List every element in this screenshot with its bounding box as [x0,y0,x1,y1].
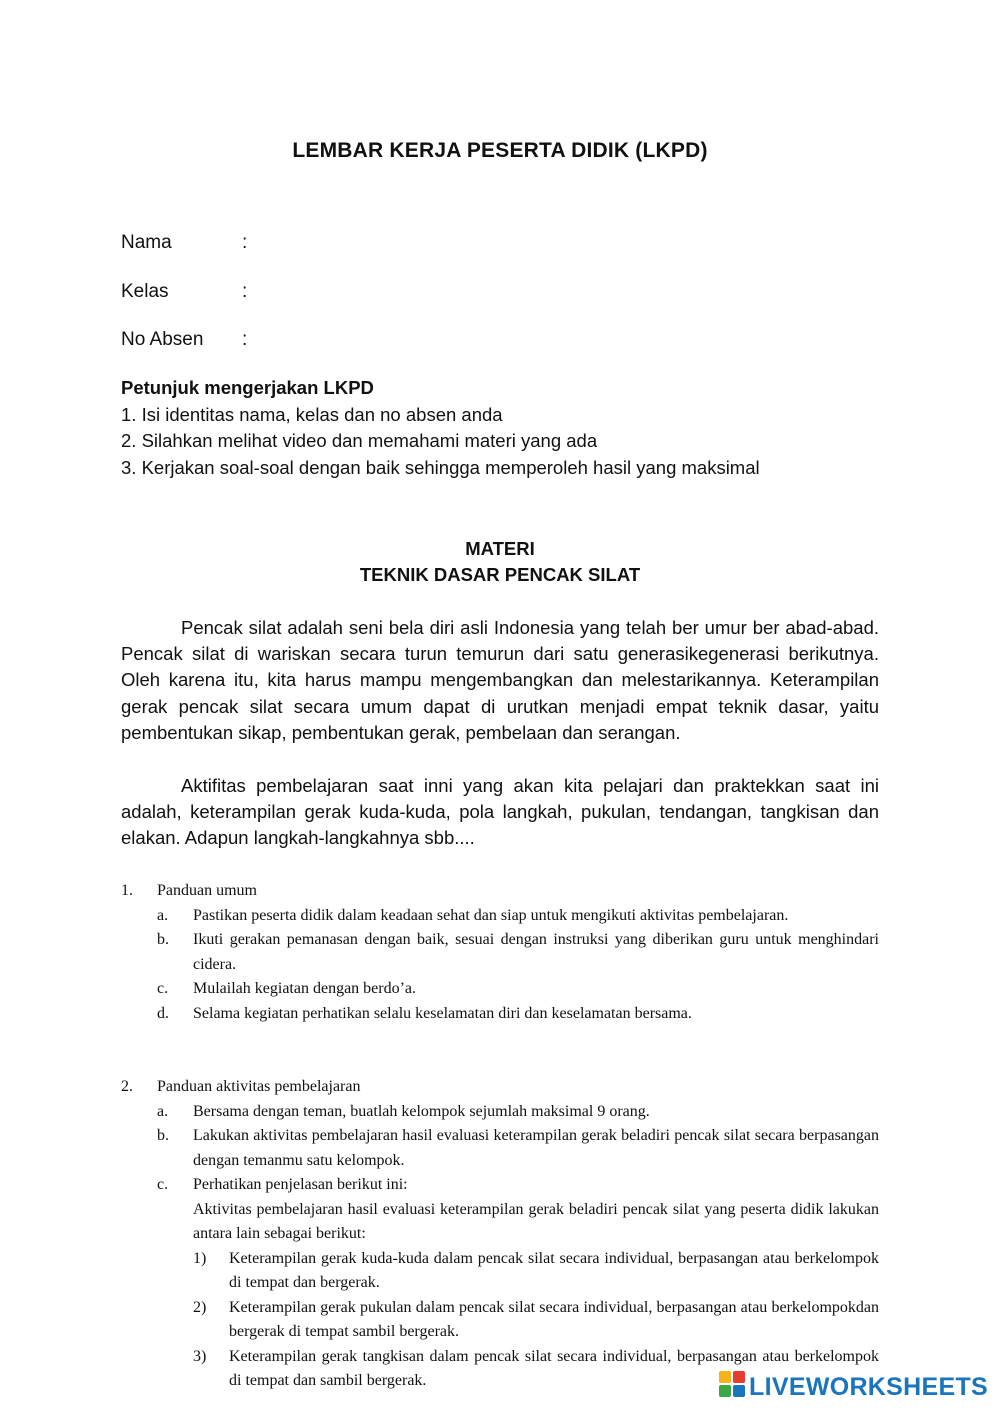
item-number: 3) [193,1347,207,1365]
instruction-item: 2. Silahkan melihat video dan memahami materi yang ada [121,430,598,451]
identity-label: Nama [121,232,172,253]
list-detail: Aktivitas pembelajaran hasil evaluasi keterampilan gerak beladiri pencak silat yang peserta didik lakukan antara lain sebagai berikut: [193,1200,879,1242]
materi-heading: MATERI [465,538,535,559]
list-text: Perhatikan penjelasan berikut ini: [193,1176,408,1193]
list-text: Pastikan peserta didik dalam keadaan sehat dan siap untuk mengikuti aktivitas pembelajaran. [193,906,789,924]
list-letter: c. [157,1176,169,1193]
list-text-block [193,1173,879,1247]
liveworksheets-logo-icon [719,1371,749,1404]
identity-colon: : [242,329,248,350]
section-number: 1. [121,882,133,899]
instruction-item: 3. Kerjakan soal-soal dengan baik sehingga memperoleh hasil yang maksimal [121,456,760,478]
instructions-block [121,375,760,481]
item-text: Keterampilan gerak kuda-kuda dalam pencak silat secara individual, berpasangan atau berkelompok di tempat dan bergerak. [229,1249,879,1291]
list-text: Selama kegiatan perhatikan selalu keselamatan diri dan keselamatan bersama. [193,1004,692,1022]
section-panduan-umum [121,879,879,1026]
item-number: 1) [193,1249,207,1267]
list-text: Mulailah kegiatan dengan berdo’a. [193,980,417,997]
materi-paragraph-1: Pencak silat adalah seni bela diri asli Indonesia yang telah ber umur ber abad-abad. Pencak silat di wariskan secara turun temurun dari satu generasikegenerasi berikutnya. Oleh karena itu, kita harus mampu mengembangkan dan melestarikannya. Keterampilan gerak pencak silat secara umum dapat di urutkan menjadi empat teknik dasar, yaitu pembentukan sikap, pembentukan gerak, pembelaan dan serangan. [121,617,879,743]
identity-colon: : [242,232,248,253]
materi-subheading: TEKNIK DASAR PENCAK SILAT [359,564,641,585]
instruction-item: 1. Isi identitas nama, kelas dan no absen anda [121,403,503,425]
list-letter: c. [157,980,169,997]
section-number: 2. [121,1078,133,1095]
section-heading [121,1075,879,1100]
list-text: Ikuti gerakan pemanasan dengan baik, sesuai dengan instruksi yang diberikan guru untuk menghindari cidera. [193,931,879,973]
item-text: Keterampilan gerak tangkisan dalam pencak silat secara individual, berpasangan atau berkelompok di tempat dan sambil bergerak. [229,1347,879,1389]
list-item [157,928,879,977]
liveworksheets-watermark[interactable] [719,1371,988,1404]
watermark-text: LIVEWORKSHEETS [749,1373,988,1401]
identity-row-no-absen [121,329,247,351]
list-text: Lakukan aktivitas pembelajaran hasil evaluasi keterampilan gerak beladiri pencak silat secara berpasangan dengan temanmu satu kelompok. [193,1127,879,1169]
numbered-item [193,1296,879,1345]
list-item [157,977,879,1002]
list-text: Bersama dengan teman, buatlah kelompok sejumlah maksimal 9 orang. [193,1102,650,1120]
document-title: LEMBAR KERJA PESERTA DIDIK (LKPD) [292,139,708,162]
list-item [157,1173,879,1247]
identity-label: Kelas [121,281,169,302]
materi-paragraph-2: Aktifitas pembelajaran saat inni yang akan kita pelajari dan praktekkan saat ini adalah, keterampilan gerak kuda-kuda, pola langkah, pukulan, tendangan, tangkisan dan elakan. Adapun langkah-langkahnya sbb.... [121,775,879,849]
list-letter: a. [157,906,169,924]
item-number: 2) [193,1298,207,1316]
list-letter: d. [157,1004,169,1022]
list-letter: b. [157,931,169,948]
list-item [157,904,879,929]
instructions-heading: Petunjuk mengerjakan LKPD [121,377,374,398]
list-letter: a. [157,1102,169,1120]
list-item [157,1124,879,1173]
identity-colon: : [242,281,248,302]
section-title: Panduan umum [157,882,257,899]
section-title: Panduan aktivitas pembelajaran [157,1078,361,1095]
list-item [157,1002,879,1027]
section-heading [121,879,879,904]
identity-label: No Absen [121,329,204,350]
item-text: Keterampilan gerak pukulan dalam pencak silat secara individual, berpasangan atau berkelompokdan bergerak di tempat sambil bergerak. [229,1298,879,1340]
numbered-item [193,1247,879,1296]
list-item [157,1100,879,1125]
list-letter: b. [157,1127,169,1144]
identity-row-kelas [121,281,247,303]
section-panduan-aktivitas [121,1075,879,1394]
identity-row-nama [121,232,247,254]
